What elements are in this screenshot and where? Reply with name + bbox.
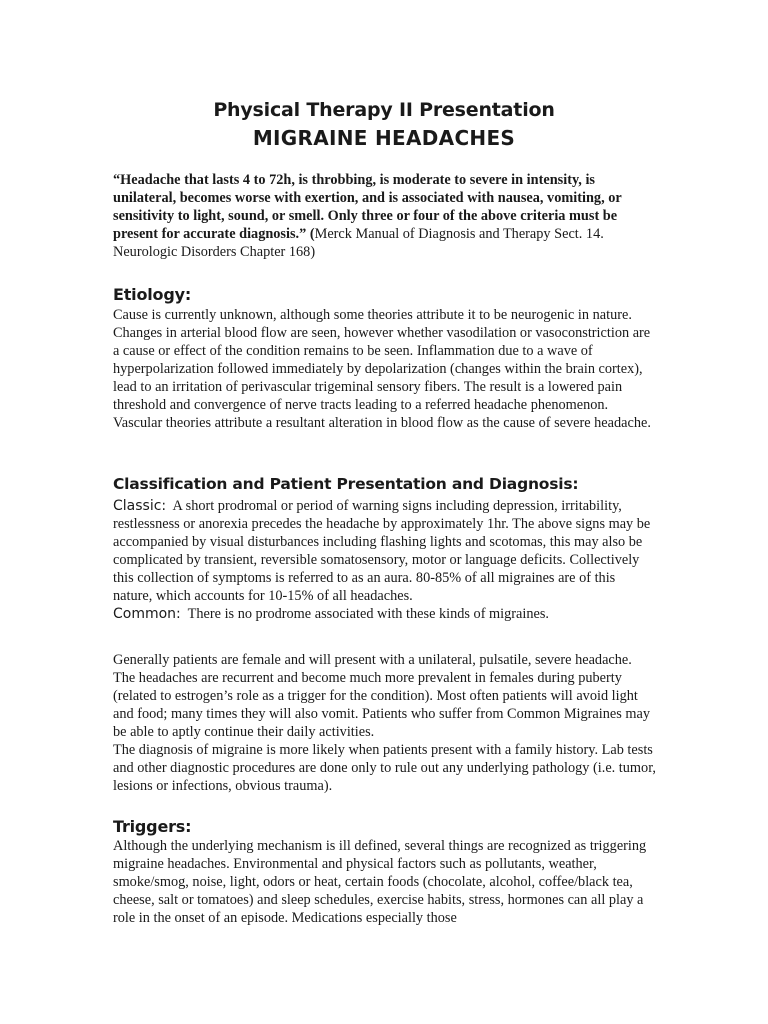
title-line-1: Physical Therapy II Presentation <box>213 99 555 121</box>
etiology-text: Cause is currently unknown, although some theories attribute it to be neurogenic in nature. Changes in arterial blood flow are seen, however whether vasodilation or vasoconstriction are a cause or effect of the condition remains to be seen. Inflammation due to a wave of hyperpolarization followed immediately by depolarization (changes within the brain cortex), lead to an irritation of perivascular trigeminal sensory fibers. The result is a lowered pain threshold and convergence of nerve tracts leading to a referred headache phenomenon. Vascular theories attribute a resultant alteration in blood flow as the cause of severe headache. <box>113 307 651 431</box>
common-text: There is no prodrome associated with these kinds of migraines. <box>187 606 549 622</box>
etiology-heading: Etiology: <box>113 285 192 304</box>
classic-label: Classic: <box>113 498 167 514</box>
quote-source: Merck Manual of Diagnosis and Therapy Sect. 14. Neurologic Disorders Chapter 168) <box>113 226 604 260</box>
presentation-paragraph: Generally patients are female and will present with a unilateral, pulsatile, severe headache. The headaches are recurrent and become much more prevalent in females during puberty (related to estrogen’s role as a trigger for the condition). Most often patients will avoid light and food; many times they will also vomit. Patients who suffer from Common Migraines may be able to aptly continue their daily activities. <box>113 652 650 740</box>
classic-paragraph <box>113 497 657 605</box>
title-line-2: MIGRAINE HEADACHES <box>252 126 516 150</box>
diagnosis-paragraph: The diagnosis of migraine is more likely when patients present with a family history. Lab tests and other diagnostic procedures are done only to rule out any underlying pathology (i.e. tumor, lesions or infections, obvious trauma). <box>113 742 656 794</box>
classic-text: A short prodromal or period of warning signs including depression, irritability, restlessness or anorexia precedes the headache by approximately 1hr. The above signs may be accompanied by visual disturbances including flashing lights and scotomas, this may also be complicated by transient, reversible somatosensory, motor or language deficits. Collectively this collection of symptoms is referred to as an aura. 80-85% of all migraines are of this nature, which accounts for 10-15% of all headaches. <box>113 498 651 604</box>
triggers-heading: Triggers: <box>113 817 192 836</box>
common-label: Common: <box>113 606 181 622</box>
triggers-text: Although the underlying mechanism is ill defined, several things are recognized as triggering migraine headaches. Environmental and physical factors such as pollutants, weather, smoke/smog, noise, light, odors or heat, certain foods (chocolate, alcohol, coffee/black tea, cheese, salt or tomatoes) and sleep schedules, exercise habits, stress, hormones can all play a role in the onset of an episode. Medications especially those <box>113 838 647 926</box>
common-paragraph <box>113 605 657 623</box>
quote-bold-text: “Headache that lasts 4 to 72h, is throbbing, is moderate to severe in intensity, is unilateral, becomes worse with exertion, and is associated with nausea, vomiting, or sensitivity to light, sound, or smell. Only three or four of the above criteria must be present for accurate diagnosis.” ( <box>113 172 622 242</box>
definition-quote <box>113 171 657 261</box>
classification-section <box>113 497 657 623</box>
classification-heading: Classification and Patient Presentation and Diagnosis: <box>113 475 579 493</box>
page-title <box>0 96 768 152</box>
presentation-section <box>113 651 657 795</box>
